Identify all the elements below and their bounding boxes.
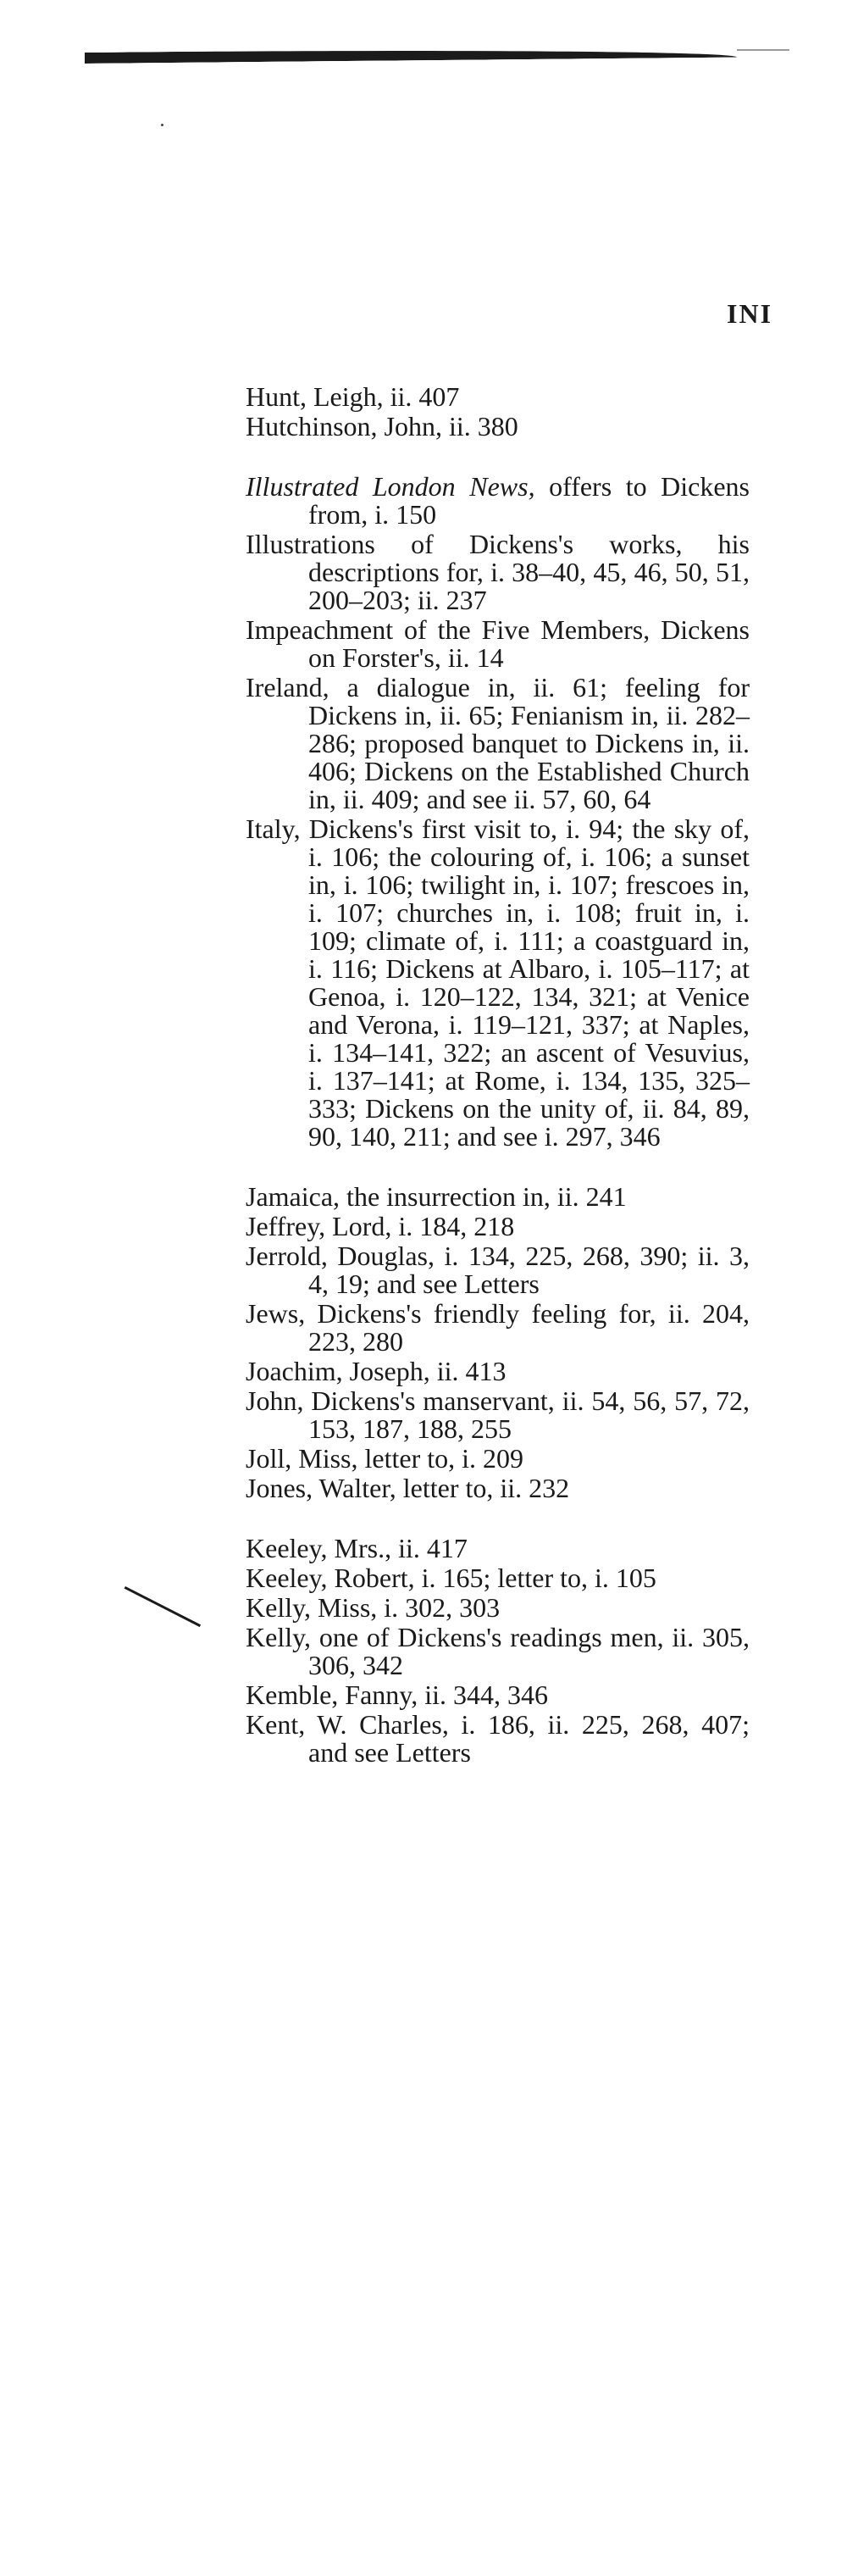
index-entry: Impeachment of the Five Members, Dickens on Forster's, ii. 14	[246, 614, 750, 673]
group-gap	[246, 1502, 750, 1535]
index-entry: John, Dickens's manservant, ii. 54, 56, 57, 72, 153, 187, 188, 255	[246, 1385, 750, 1444]
index-entry: Jews, Dickens's friendly feeling for, ii. 204, 223, 280	[246, 1298, 750, 1357]
index-entry: Jeffrey, Lord, i. 184, 218	[246, 1211, 515, 1241]
ink-speck	[161, 124, 163, 126]
index-entry: Hutchinson, John, ii. 380	[246, 411, 518, 441]
entry-italic-title: Illustrated London News,	[246, 471, 535, 502]
index-entry: Kent, W. Charles, i. 186, ii. 225, 268, 407; and see Letters	[246, 1709, 750, 1768]
index-entry: Keeley, Mrs., ii. 417	[246, 1533, 468, 1563]
index-entry: Jones, Walter, letter to, ii. 232	[246, 1473, 570, 1503]
index-entry: Keeley, Robert, i. 165; letter to, i. 105	[246, 1563, 656, 1593]
index-entry: Italy, Dickens's first visit to, i. 94; the sky of, i. 106; the colouring of, i. 106; a sunset in, i. 106; twilight in, i. 107; frescoes in, i. 107; churches in, i. 108; fruit in, i. 109; climate of, i. 111; a coastguard in, i. 116; Dickens at Albaro, i. 105–117; at Genoa, i. 120–122, 134, 321; at Venice and Verona, i. 119–121, 337; at Naples, i. 134–141, 322; an ascent of Vesuvius, i. 137–141; at Rome, i. 134, 135, 325–333; Dickens on the unity of, ii. 84, 89, 90, 140, 211; and see i. 297, 346	[246, 813, 750, 1152]
index-entry: Kemble, Fanny, ii. 344, 346	[246, 1679, 548, 1710]
group-gap	[246, 441, 750, 473]
top-rule	[85, 47, 737, 64]
entry-text: offers to Dickens from, i. 150	[308, 471, 750, 530]
margin-pen-mark	[125, 1586, 201, 1627]
group-H	[246, 383, 750, 441]
group-K	[246, 1535, 750, 1767]
index-entry: Ireland, a dialogue in, ii. 61; feeling for Dickens in, ii. 65; Fenianism in, ii. 282–286; proposed banquet to Dickens in, ii. 406; Dickens on the Established Church in, ii. 409; and see ii. 57, 60, 64	[246, 672, 750, 814]
index-entry: Hunt, Leigh, ii. 407	[246, 381, 460, 412]
index-list	[246, 383, 750, 1767]
running-head: INI	[727, 298, 773, 329]
group-I	[246, 473, 750, 1151]
index-entry: Kelly, one of Dickens's readings men, ii. 305, 306, 342	[246, 1622, 750, 1680]
index-entry	[246, 473, 750, 529]
group-gap	[246, 1151, 750, 1183]
index-entry: Illustrations of Dickens's works, his descriptions for, i. 38–40, 45, 46, 50, 51, 200–203; ii. 237	[246, 529, 750, 615]
index-entry: Kelly, Miss, i. 302, 303	[246, 1592, 501, 1623]
index-entry: Jerrold, Douglas, i. 134, 225, 268, 390; ii. 3, 4, 19; and see Letters	[246, 1241, 750, 1299]
index-entry: Joll, Miss, letter to, i. 209	[246, 1443, 523, 1474]
index-entry: Jamaica, the insurrection in, ii. 241	[246, 1181, 627, 1212]
top-rule-tail	[737, 49, 789, 51]
group-J	[246, 1183, 750, 1502]
index-entry: Joachim, Joseph, ii. 413	[246, 1356, 507, 1386]
